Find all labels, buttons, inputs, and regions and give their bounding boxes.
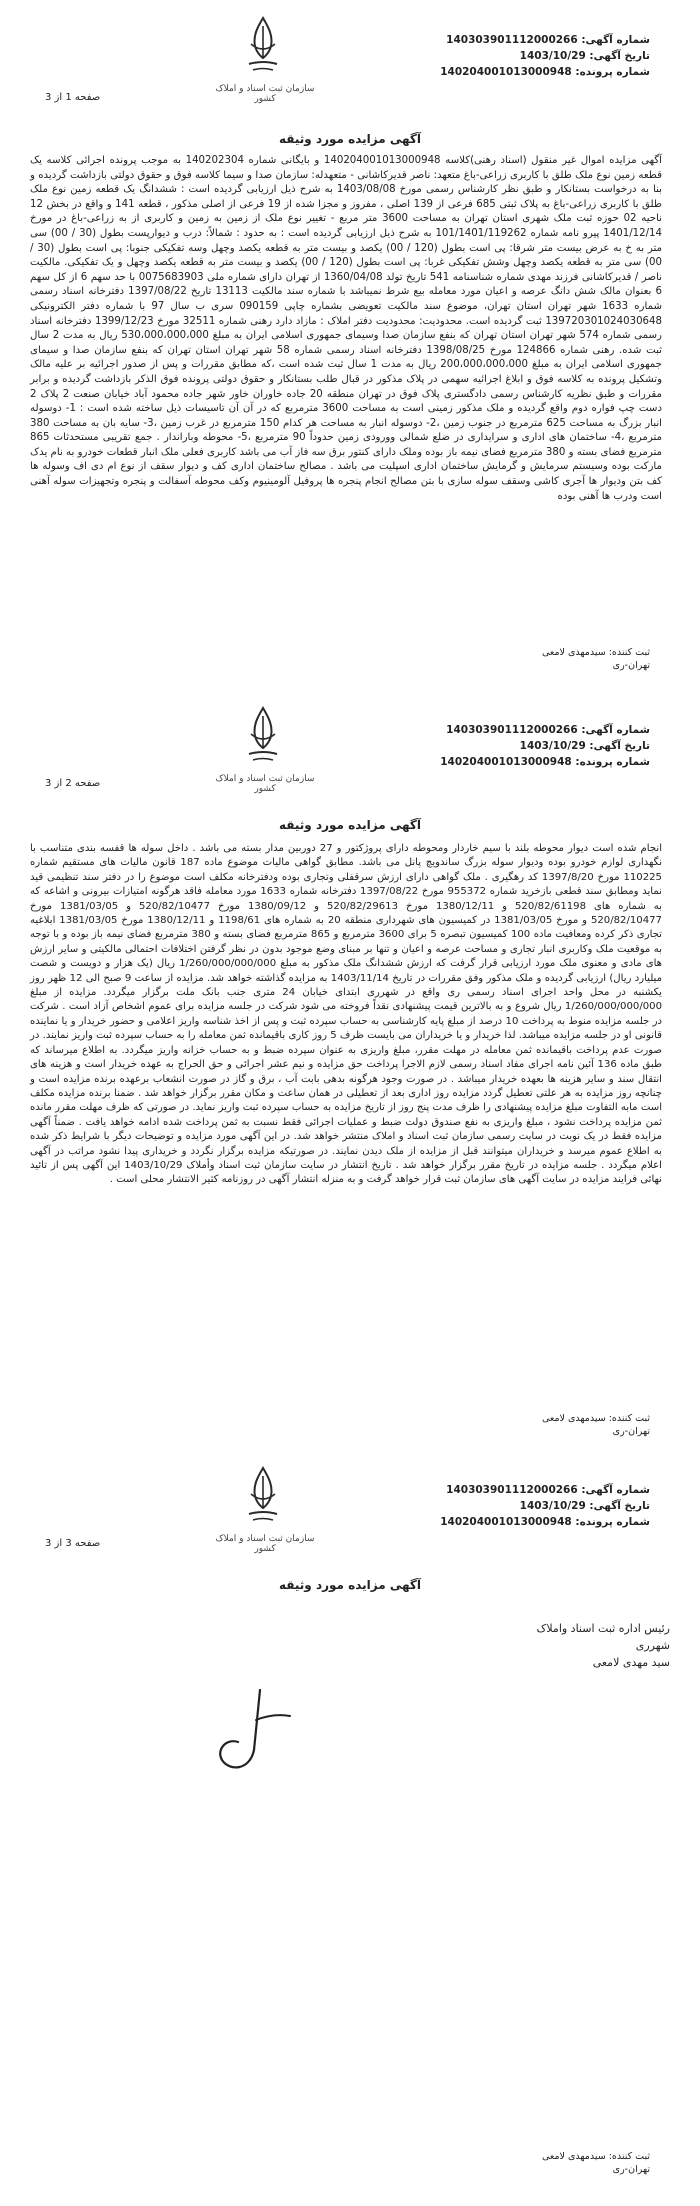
org-label: سازمان ثبت اسناد و املاک کشور <box>215 1534 315 1554</box>
signoff-city: تهران-ری <box>612 660 650 671</box>
document-title: آگهی مزایده مورد وثیقه <box>278 1578 421 1592</box>
file-number: شماره پرونده: 140204001013000948 <box>440 756 650 768</box>
signoff-name: سیدمهدی لامعی <box>541 1413 606 1424</box>
document-title: آگهی مزایده مورد وثیقه <box>278 132 421 146</box>
judiciary-emblem-icon <box>234 704 292 770</box>
head-city: شهرری <box>635 1639 670 1652</box>
file-number: شماره پرونده: 140204001013000948 <box>440 1516 650 1528</box>
org-label: سازمان ثبت اسناد و املاک کشور <box>215 774 315 794</box>
ad-number: شماره آگهی: 140303901112000266 <box>446 1484 650 1496</box>
judiciary-emblem-icon <box>234 14 292 80</box>
signoff-label: ثبت کننده: <box>608 1413 650 1424</box>
page-2 <box>0 690 700 1450</box>
document-title: آگهی مزایده مورد وثیقه <box>278 818 421 832</box>
page-3 <box>0 1450 700 2206</box>
ad-date: تاریخ آگهی: 1403/10/29 <box>519 1500 650 1512</box>
registrar-head-block <box>470 1620 670 1671</box>
page-number: صفحه 3 از 3 <box>45 1538 101 1549</box>
page-number: صفحه 2 از 3 <box>45 778 101 789</box>
page-2-body: انجام شده است دیوار محوطه بلند با سیم خاردار ومحوطه دارای پروژکتور و 27 دوربین مدار بسته می باشد . داخل سوله ها قفسه بندی متناسب با نگهداری لوازم خودرو بوده ودیوار سوله بزرگ ساندویچ پانل می باشد. مطابق گواهی مالیات موضوع ماده 187 قانون مالیات های مستقیم شماره 110225 مورخ 1397/8/20 کد رهگیری . ملک گواهی دارای ارزش سرقفلی وتجاری بوده ودفترخانه مکلف است موضوع را در دفتر سند تنظیمی قید نماید ومطابق سند قطعی بازخرید شماره 955372 مورخ 1397/08/22 دفترخانه شماره 1633 مورد معامله فاقد هرگونه امتیازات بیرونی و اشاعه که به شماره های 520/82/61198 و 1380/12/11 مورخ 520/82/29613 و 1380/09/12 مورخ 520/82/10477 و 1381/03/05 مورخ 520/82/10477 و مورخ 1381/03/05 در کمیسیون های شهرداری منطقه 20 به شماره های 1198/61 و 1380/12/11 مورخ 1381/03/05 ابلاغیه تجاری ذکر کرده ومعافیت ماده 100 کمیسیون تبصره 5 برای 3600 مترمربع و 865 مترمربع فضای بسته و 380 مترمربع فضای نیمه باز بوده و با توجه به موقعیت ملک وکاربری انبار تجاری و مساحت عرصه و اعیان و تنها بر مبنای وضع موجود بدون در نظر گرفتن اختلافات احتمالی مالکیتی و سایر ارزش های مادی و معنوی ملک مورد ارزیابی قرار گرفت که ارزش ششدانگ ملک مذکور به مبلغ 1/260/000/000/000 ریال (یک هزار و دویست و شصت میلیارد ریال) ارزیابی گردیده و ملک مذکور وفق مقررات در تاریخ 1403/11/14 به مزایده گذاشته خواهد شد. مزایده از ساعت 9 صبح الی 12 ظهر روز یکشنبه در محل واحد اجرای اسناد رسمی ری واقع در شهرری ابتدای خیابان 24 متری جنب بانک ملت برگزار میگردد. مزایده از مبلغ 1/260/000/000/000 ریال شروع و به بالاترین قیمت پیشنهادی نقداً فروخته می شود شرکت در جلسه مزایده برای عموم اشخاص آزاد است . شرکت در جلسه مزایده منوط به پرداخت 10 درصد از مبلغ پایه کارشناسی به حساب سپرده ثبت و پس از اخذ شناسه واریز اعلامی و حضور خریدار و یا نماینده قانونی او در جلسه مزایده میباشد. لذا خریدار و یا خریداران می بایست ظرف 5 روز کاری باقیمانده ثمن معامله را به حساب سپرده ثبت واریز نمایند. در صورت عدم پرداخت باقیمانده ثمن معامله در مهلت مقرر، مبلغ واریزی به عنوان سپرده ضبط و به حساب خزانه واریز میگردد. به اطلاع میرساند که طبق ماده 136 آئین نامه اجرای مفاد اسناد رسمی لازم الاجرا پرداخت حق مزایده و نیم عشر اجرائی و حق الحراج به عهده خریدار است و هزینه های انتقال سند و سایر هزینه ها بعهده خریدار میباشد . در صورت وجود هرگونه بدهی بابت آب ، برق و گاز در صورت انشعاب برعهده برنده مزایده است و چنانچه روز مزایده به هر علتی تعطیل گردد مزایده روز اداری بعد از تعطیلی در همان ساعت و مکان مقرر برگزار خواهد شد . ضمنا برنده مزایده مکلف است مابه التفاوت مبلغ مزایده پیشنهادی را ظرف مدت پنج روز از تاریخ مزایده به حساب سپرده ثبت واریز نماید. در صورتی که ظرف مهلت مقرر مانده ثمن مزایده پرداخت نشود ، مبلغ واریزی به نفع صندوق دولت ضبط و عملیات اجرائی فقط نسبت به ثمن پرداخت شده ادامه خواهد یافت . ضمناً آگهی مزایده فقط در یک نوبت در سایت رسمی سازمان ثبت اسناد و املاک منتشر خواهد شد. در این آگهی مورد مزایده و توضیحات دیگر با شرایط ذکر شده به اطلاع عموم میرسد و خریداران میتوانند قبل از مزایده از ملک دیدن نمایند. در صورتیکه مزایده برگزار نگردد و خریداری پیدا نشود مراتب در آگهی اعلام میگردد . جلسه مزایده در تاریخ مقرر برگزار خواهد شد . تاریخ انتشار در سایت سازمان ثبت اسناد وأملاک 1403/10/29 این آگهی پس از تائید نهائی فرایند مزایده در سایت آگهی های سازمان ثبت قرار خواهد گرفت و به منزله انتشار آگهی در روزنامه کثیر الانتشار محلی است . <box>30 843 663 1186</box>
signoff-city: تهران-ری <box>612 1426 650 1437</box>
judiciary-emblem-icon <box>234 1464 292 1530</box>
signoff-name: سیدمهدی لامعی <box>541 647 606 658</box>
ad-meta <box>420 722 650 770</box>
signoff-block <box>470 2150 650 2176</box>
signoff-label: ثبت کننده: <box>608 2151 650 2162</box>
signoff-block <box>470 646 650 672</box>
page-number: صفحه 1 از 3 <box>45 92 101 103</box>
signoff-block <box>470 1412 650 1438</box>
ad-number: شماره آگهی: 140303901112000266 <box>446 34 650 46</box>
org-label: سازمان ثبت اسناد و املاک کشور <box>215 84 315 104</box>
signoff-label: ثبت کننده: <box>608 647 650 658</box>
signoff-city: تهران-ری <box>612 2164 650 2175</box>
signoff-name: سیدمهدی لامعی <box>541 2151 606 2162</box>
file-number: شماره پرونده: 140204001013000948 <box>440 66 650 78</box>
head-title: رئیس اداره ثبت اسناد واملاک <box>536 1622 670 1635</box>
page-1 <box>0 0 700 690</box>
ad-meta <box>420 32 650 80</box>
ad-date: تاریخ آگهی: 1403/10/29 <box>519 50 650 62</box>
ad-date: تاریخ آگهی: 1403/10/29 <box>519 740 650 752</box>
head-name: سید مهدی لامعی <box>592 1656 670 1669</box>
ad-number: شماره آگهی: 140303901112000266 <box>446 724 650 736</box>
ad-meta <box>420 1482 650 1530</box>
page-1-body: آگهی مزایده اموال غیر منقول (اسناد رهنی)کلاسه 140204001013000948 و بایگانی شماره 140202304 به موجب پرونده اجرائی کلاسه یک قطعه زمین نوع ملک طلق با کاربری زراعی-باغ متعهد: ناصر قدیرکاشانی - متعهدله: سازمان صدا و سیما کلاسه فوق و حقوق دولتی بازداشت گردیده و بنا به درخواست بستانکار و طبق نظر کارشناس رسمی مورخ 1403/08/08 به شرح ذیل ارزیابی گردیده است : ششدانگ یک قطعه زمین نوع ملک طلق با کاربری زراعی-باغ به پلاک ثبتی 685 فرعی از 139 اصلی ، مفروز و مجزا شده از 19 فرعی از اصلی مذکور ، قطعه 141 و واقع در بخش 12 ناحیه 02 حوزه ثبت ملک شهری استان تهران به مساحت 3600 متر مربع - تغییر نوع ملک از زمین به زمین و کاربری از به زراعی-باغ در مورخ 1401/12/14 پیرو نامه شماره 101/1401/119262 به شرح ذیل ارزیابی گردیده است : به حدود : شمالاً: درب و دیوارپست بطول (30 / 00) سی متر به خ به عرض بیست متر شرقا: پی است بطول (120 / 00) یکصد و بیست متر به قطعه یکصد وچهل وسه تفکیکی جنوبا: پی است بطول (30 / 00) سی متر به قطعه یکصد وچهل وشش تفکیکی غربا: پی است بطول (120 / 00) یکصد و بیست متر به قطعه یکصد وچهل و یک تفکیکی. مالکیت ناصر / قدیرکاشانی فرزند مهدی شماره شناسنامه 541 تاریخ تولد 1360/04/08 از تهران دارای شماره ملی 0075683903 با حد سهم 6 از کل سهم 6 بعنوان مالک شش دانگ عرصه و اعیان مورد معامله بیع شرط نمیباشد با شماره سند مالکیت 13113 تاریخ 1397/08/22 دفترخانه اسناد رسمی شماره 1633 شهر تهران استان تهران، موضوع سند مالکیت تعویضی بشماره چاپی 090159 سری ب سال 97 با شماره دفتر الکترونیکی 139720301024030648 ثبت گردیده است. محدودیت: محدودیت دفتر املاک : مازاد دارد رهنی شماره 32511 مورخ 1399/12/23 دفترخانه اسناد رسمی شماره 574 شهر تهران استان تهران که بنفع سازمان صدا وسیمای جمهوری اسلامی ایران به مبلغ 530،000،000،000 ریال به مدت 2 سال ثبت شده. رهنی شماره 124866 مورخ 1398/08/25 دفترخانه اسناد رسمی شماره 58 شهر تهران استان تهران که بنفع سازمان صدا و سیمای جمهوری اسلامی ایران به مبلغ 200،000،000،000 ریال به مدت 1 سال ثبت شده است ،که مطابق مقررات و پس از صدور اجرائیه بر علیه مالک وتشکیل پرونده به کلاسه فوق و ابلاغ اجرائیه سهمی در پلاک مذکور در قبال طلب بستانکار و حقوق دولتی پرونده فوق الذکر بازداشت گردیده و برابر مقررات و طبق نظریه کارشناس رسمی دادگستری پلاک فوق در تهران منطقه 20 جاده خاوران خاور شهر جاده محمود آباد خیابان صنعت 2 پلاک 2 دست چپ فواره دوم واقع گردیده و ملک مذکور زمینی است به مساحت 3600 مترمربع که در آن آن تاسیسات ذیل ساخته شده است : 1- دوسوله انبار بزرگ به مساحت 625 مترمربع در جنوب زمین ،2- دوسوله انبار به مساحت هر کدام 150 مترمربع در غرب زمین ،3- سایه بان به مساحت 380 مترمربع ،4- ساختمان های اداری و سرایداری در ضلع شمالی وورودی زمین حدوداً 90 مترمربع ،5- محوطه وباراندار . جمع تقریبی مستحدثات 865 مترمربع فضای بسته و 380 مترمربع فضای نیمه باز بوده وملک دارای کنتور برق سه فاز آب می باشد کاربری فعلی ملک انبار قطعات خودرو به نام یدک مارکت بوده وسیستم سرمایش و گرمایش ساختمان اداری اسپلیت می باشد . مصالح ساختمان اداری کف و دیوار سقف از نوع ام دی اف وسوله ها کف بتن ودیوار ها آجری کاشی وسقف سوله سازی با بتن مصالح انجام پنجره ها پروفیل آلومینیوم وکف محوطه آسفالت و پنجره وتجهیزات سوله آهنی است ودرب ها آهنی بوده <box>30 155 663 502</box>
handwritten-signature <box>200 1680 320 1794</box>
